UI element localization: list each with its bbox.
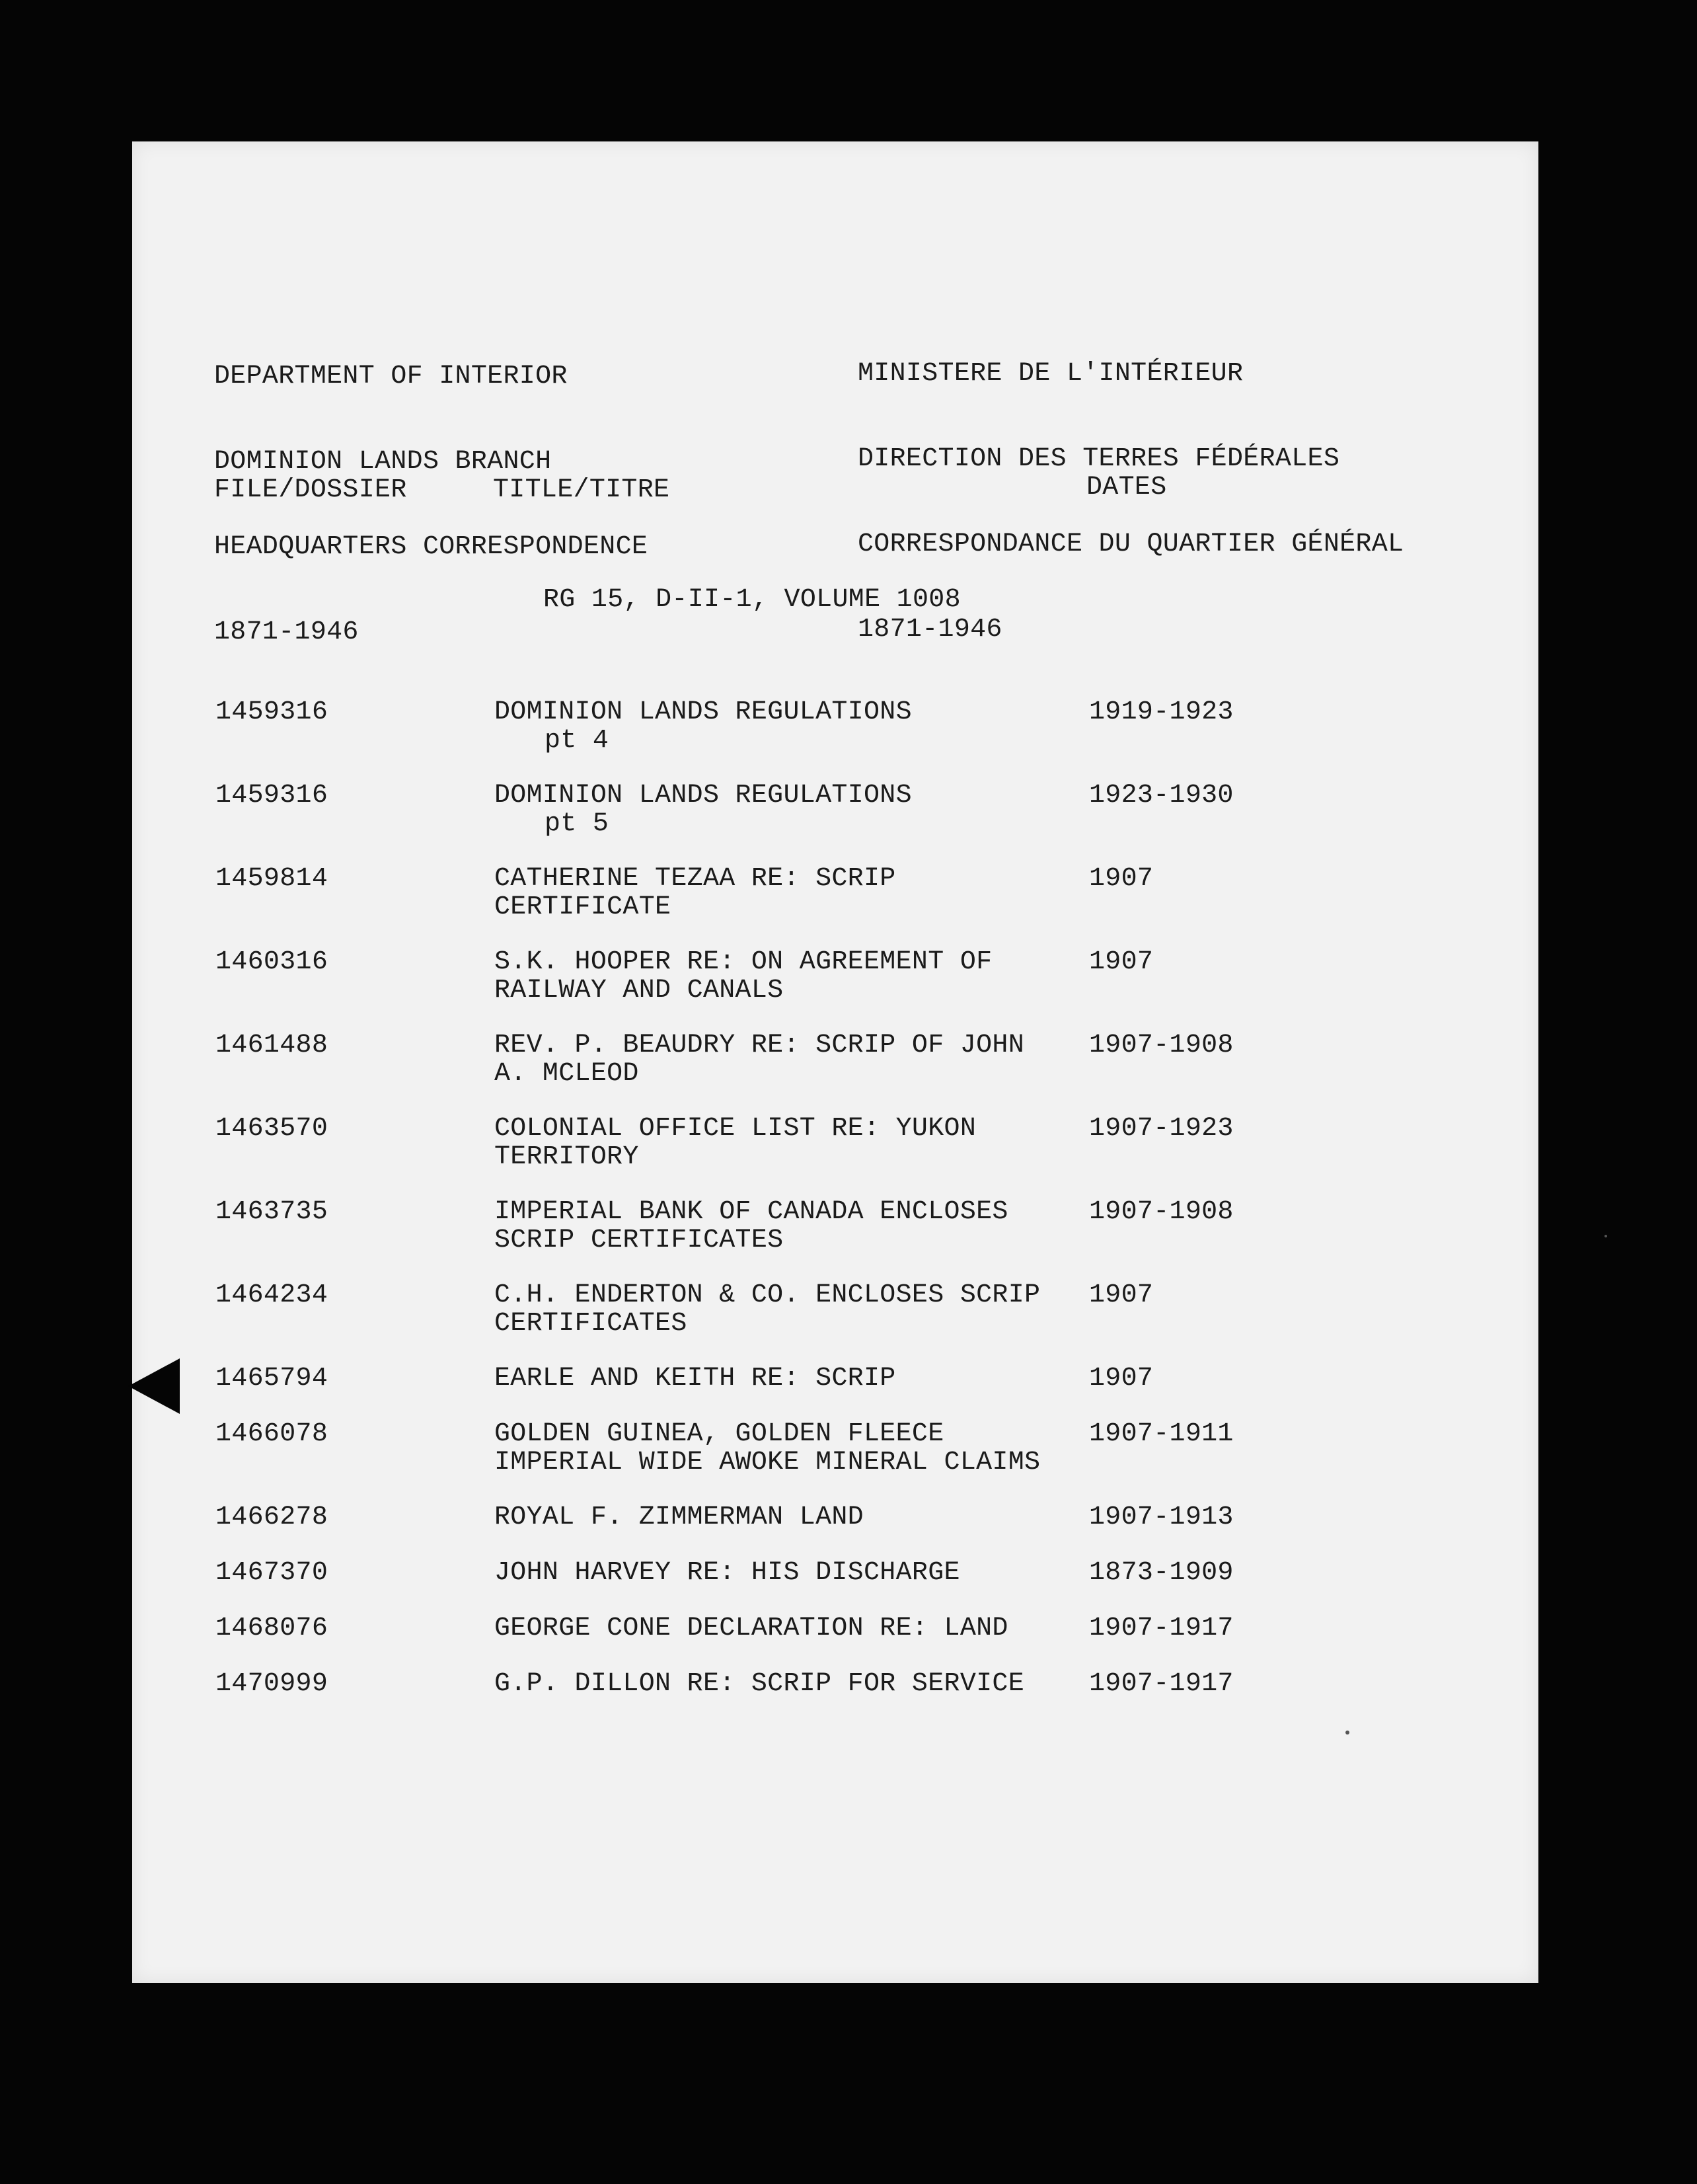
file-dates: 1907: [1089, 1280, 1154, 1310]
file-number: 1464234: [215, 1280, 328, 1310]
file-title-line: C.H. ENDERTON & CO. ENCLOSES SCRIP: [494, 1280, 1041, 1310]
file-dates: 1907-1908: [1089, 1031, 1234, 1060]
file-title: [494, 1503, 864, 1532]
file-title-line: pt 4: [545, 726, 609, 756]
file-title: [494, 1281, 1040, 1338]
file-dates: 1873-1909: [1089, 1558, 1234, 1588]
file-title-line: ROYAL F. ZIMMERMAN LAND: [494, 1502, 864, 1532]
file-title-line: RAILWAY AND CANALS: [494, 976, 784, 1005]
file-title-line: DOMINION LANDS REGULATIONS: [494, 781, 912, 810]
column-header-dates: DATES: [1086, 473, 1167, 502]
file-title-line: A. MCLEOD: [494, 1059, 639, 1089]
header-fr-line: MINISTERE DE L'INTÉRIEUR: [858, 359, 1244, 389]
file-number: 1459316: [215, 781, 328, 810]
file-title-line: REV. P. BEAUDRY RE: SCRIP OF JOHN: [494, 1031, 1025, 1060]
file-title: [494, 1559, 960, 1587]
file-title-line: SCRIP CERTIFICATES: [494, 1226, 784, 1255]
file-title-line: CERTIFICATES: [494, 1309, 687, 1339]
file-title-line: DOMINION LANDS REGULATIONS: [494, 697, 912, 727]
file-title: [494, 948, 992, 1005]
header-en-line: DEPARTMENT OF INTERIOR: [214, 362, 568, 391]
file-title-line: CERTIFICATE: [494, 892, 671, 922]
file-dates: 1907-1923: [1089, 1114, 1234, 1144]
file-number: 1463570: [215, 1114, 328, 1144]
file-dates: 1919-1923: [1089, 697, 1234, 727]
file-title: [494, 1031, 1024, 1088]
header-en-line: DOMINION LANDS BRANCH: [214, 447, 552, 477]
file-number: 1468076: [215, 1614, 328, 1643]
header-fr-line: 1871-1946: [858, 615, 1002, 644]
file-title-line: JOHN HARVEY RE: HIS DISCHARGE: [494, 1558, 960, 1588]
file-title-line: IMPERIAL BANK OF CANADA ENCLOSES: [494, 1197, 1008, 1227]
file-title: [494, 1420, 1040, 1477]
file-title-line: TERRITORY: [494, 1142, 639, 1172]
file-title: [494, 1614, 1008, 1643]
file-dates: 1907: [1089, 947, 1154, 977]
file-number: 1467370: [215, 1558, 328, 1588]
volume-reference: RG 15, D-II-1, VOLUME 1008: [543, 585, 961, 615]
file-title: [494, 781, 912, 838]
header-fr-line: CORRESPONDANCE DU QUARTIER GÉNÉRAL: [858, 529, 1404, 559]
file-title-line: EARLE AND KEITH RE: SCRIP: [494, 1364, 896, 1393]
header-en-line: 1871-1946: [214, 617, 359, 647]
file-title-line: COLONIAL OFFICE LIST RE: YUKON: [494, 1114, 977, 1144]
page-notch-marker: [128, 1358, 180, 1414]
file-number: 1466078: [215, 1419, 328, 1449]
file-number: 1466278: [215, 1502, 328, 1532]
file-title: [494, 1198, 1008, 1255]
file-title-line: G.P. DILLON RE: SCRIP FOR SERVICE: [494, 1669, 1025, 1699]
file-number: 1460316: [215, 947, 328, 977]
file-dates: 1907-1908: [1089, 1197, 1234, 1227]
file-title-line: S.K. HOOPER RE: ON AGREEMENT OF: [494, 947, 993, 977]
file-title: [494, 698, 912, 755]
file-number: 1461488: [215, 1031, 328, 1060]
column-header-title: TITLE/TITRE: [493, 475, 670, 505]
scan-speck: [1345, 1731, 1349, 1735]
file-dates: 1907-1911: [1089, 1419, 1234, 1449]
file-title: [494, 865, 896, 921]
header-fr-line: DIRECTION DES TERRES FÉDÉRALES: [858, 444, 1340, 474]
header-en-line: HEADQUARTERS CORRESPONDENCE: [214, 532, 648, 562]
file-dates: 1923-1930: [1089, 781, 1234, 810]
file-title-line: pt 5: [545, 809, 609, 839]
file-number: 1465794: [215, 1364, 328, 1393]
file-dates: 1907: [1089, 864, 1154, 894]
file-title-line: CATHERINE TEZAA RE: SCRIP: [494, 864, 896, 894]
file-title-line: GEORGE CONE DECLARATION RE: LAND: [494, 1614, 1008, 1643]
scan-speck: [1604, 1235, 1607, 1237]
file-title-line: IMPERIAL WIDE AWOKE MINERAL CLAIMS: [494, 1448, 1041, 1477]
file-dates: 1907-1917: [1089, 1614, 1234, 1643]
file-title-line: GOLDEN GUINEA, GOLDEN FLEECE: [494, 1419, 944, 1449]
column-header-file: FILE/DOSSIER: [214, 475, 407, 505]
file-dates: 1907-1917: [1089, 1669, 1234, 1699]
file-number: 1463735: [215, 1197, 328, 1227]
file-dates: 1907-1913: [1089, 1502, 1234, 1532]
file-title: [494, 1114, 976, 1171]
file-number: 1470999: [215, 1669, 328, 1699]
file-number: 1459316: [215, 697, 328, 727]
file-title: [494, 1670, 1024, 1698]
file-title: [494, 1364, 896, 1393]
file-dates: 1907: [1089, 1364, 1154, 1393]
file-number: 1459814: [215, 864, 328, 894]
